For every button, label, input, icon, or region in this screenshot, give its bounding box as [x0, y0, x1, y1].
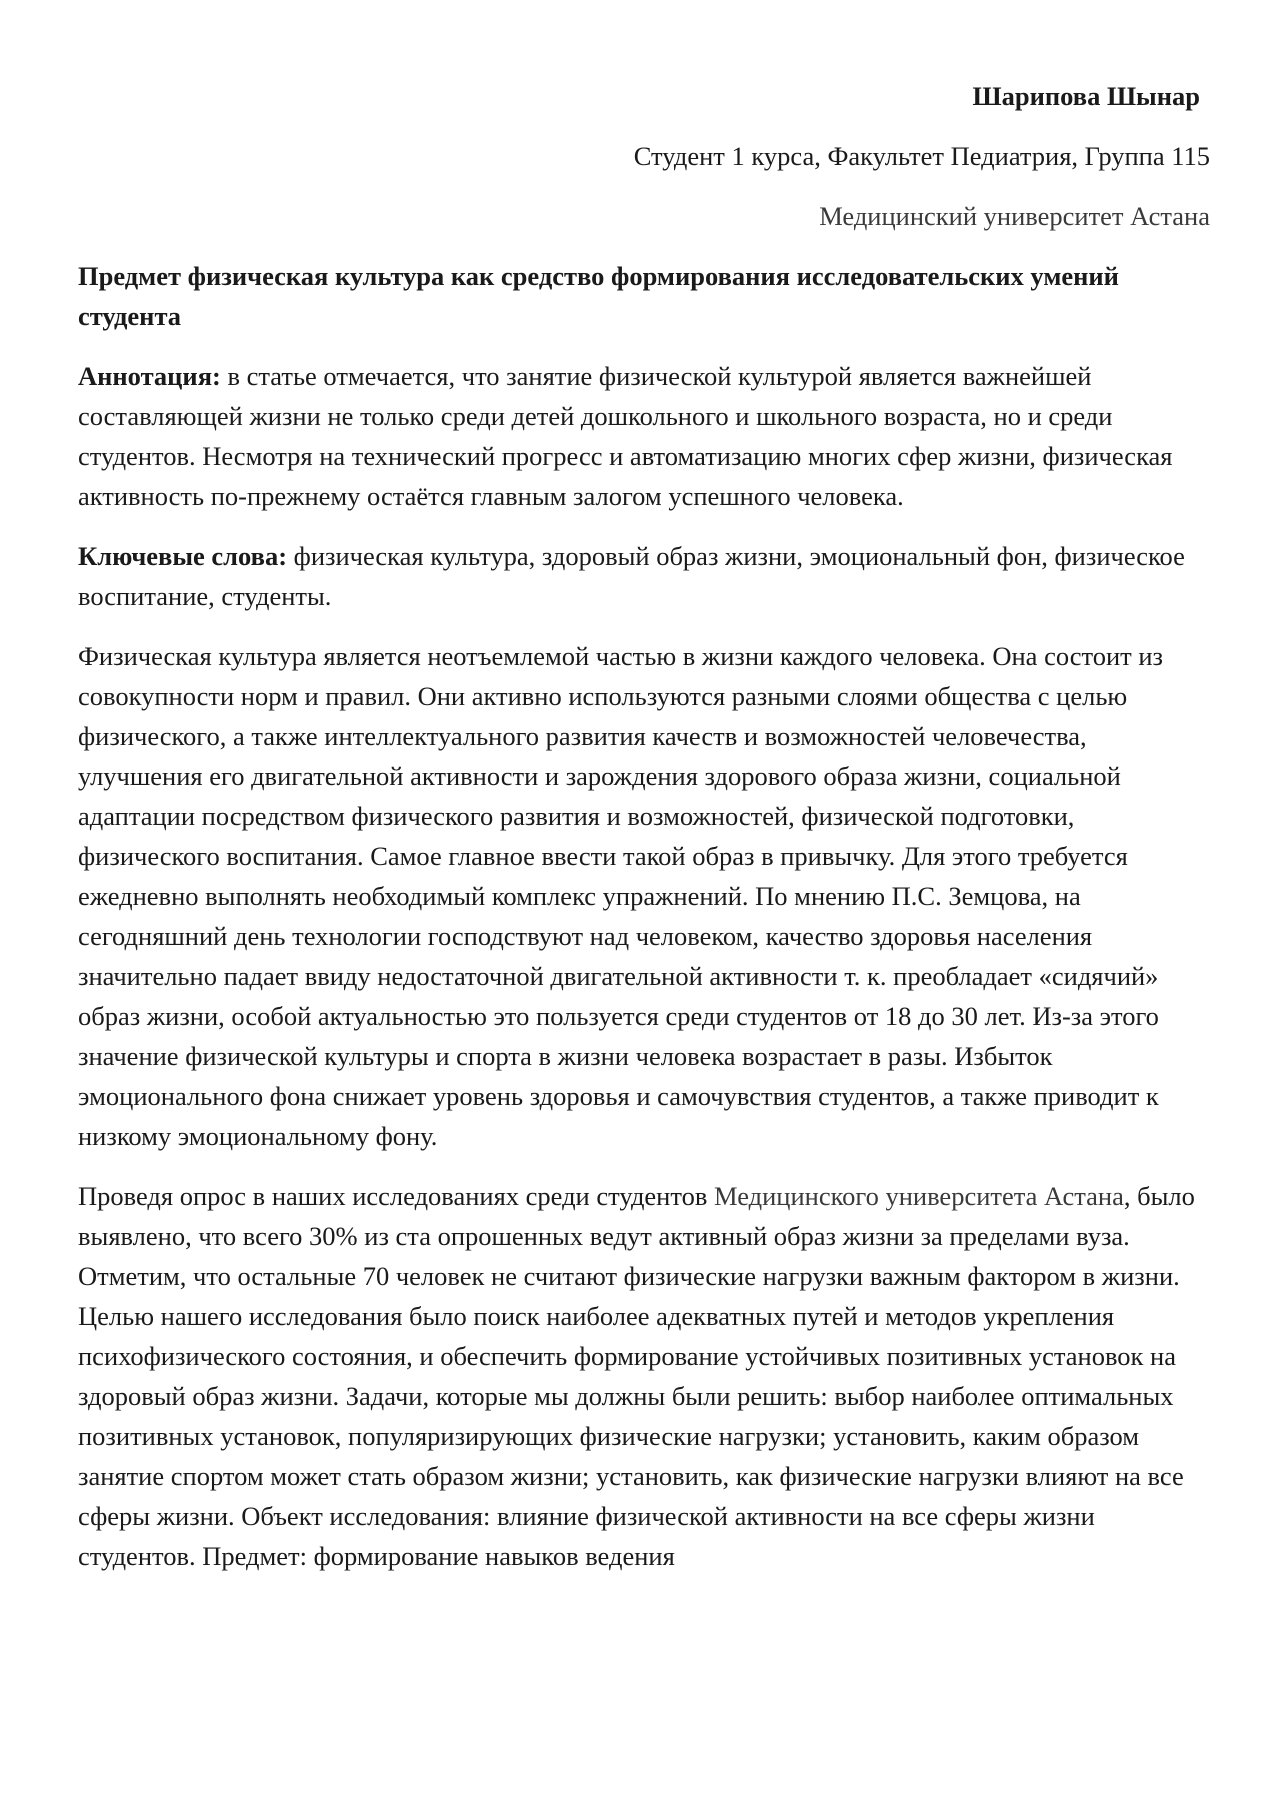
university-reference: Медицинского университета Астана — [714, 1181, 1124, 1211]
paragraph-2-rest: , было выявлено, что всего 30% из ста опрошенных ведут активный образ жизни за пределами вуза. Отметим, что остальные 70 человек не считают физические нагрузки важным фактором в жизни. Целью нашего исследования было поиск наиболее адекватных путей и методов укрепления психофизического состояния, и обеспечить формирование устойчивых позитивных установок на здоровый образ жизни. Задачи, которые мы должны были решить: выбор наиболее оптимальных позитивных установок, популяризирующих физические нагрузки; установить, каким образом занятие спортом может стать образом жизни; установить, как физические нагрузки влияют на все сферы жизни. Объект исследования: влияние физической активности на все сферы жизни студентов. Предмет: формирование навыков ведения — [78, 1181, 1195, 1571]
paragraph-2-start: Проведя опрос в наших исследованиях среди студентов — [78, 1181, 714, 1211]
document-page — [78, 72, 1210, 1576]
body-paragraph-2 — [78, 1176, 1210, 1576]
keywords-label: Ключевые слова: — [78, 541, 288, 571]
keywords-text: физическая культура, здоровый образ жизни, эмоциональный фон, физическое воспитание, студенты. — [78, 541, 1185, 611]
keywords-paragraph — [78, 536, 1210, 616]
abstract-text: в статье отмечается, что занятие физической культурой является важнейшей составляющей жизни не только среди детей дошкольного и школьного возраста, но и среди студентов. Несмотря на технический прогресс и автоматизацию многих сфер жизни, физическая активность по-прежнему остаётся главным залогом успешного человека. — [78, 361, 1173, 511]
article-title: Предмет физическая культура как средство формирования исследовательских умений студента — [78, 261, 1119, 331]
abstract-label: Аннотация: — [78, 361, 221, 391]
university-name: Медицинский университет Астана — [819, 201, 1210, 231]
author-affiliation: Студент 1 курса, Факультет Педиатрия, Группа 115 — [633, 141, 1210, 171]
abstract-paragraph — [78, 356, 1210, 516]
body-paragraph-1: Физическая культура является неотъемлемой частью в жизни каждого человека. Она состоит из совокупности норм и правил. Они активно используются разными слоями общества с целью физического, а также интеллектуального развития качеств и возможностей человечества, улучшения его двигательной активности и зарождения здорового образа жизни, социальной адаптации посредством физического развития и возможностей, физической подготовки, физического воспитания. Самое главное ввести такой образ в привычку. Для этого требуется ежедневно выполнять необходимый комплекс упражнений. По мнению П.С. Земцова, на сегодняшний день технологии господствуют над человеком, качество здоровья населения значительно падает ввиду недостаточной двигательной активности т. к. преобладает «сидячий» образ жизни, особой актуальностью это пользуется среди студентов от 18 до 30 лет. Из-за этого значение физической культуры и спорта в жизни человека возрастает в разы. Избыток эмоционального фона снижает уровень здоровья и самочувствия студентов, а также приводит к низкому эмоциональному фону. — [78, 641, 1164, 1151]
author-name: Шарипова Шынар — [972, 81, 1200, 111]
